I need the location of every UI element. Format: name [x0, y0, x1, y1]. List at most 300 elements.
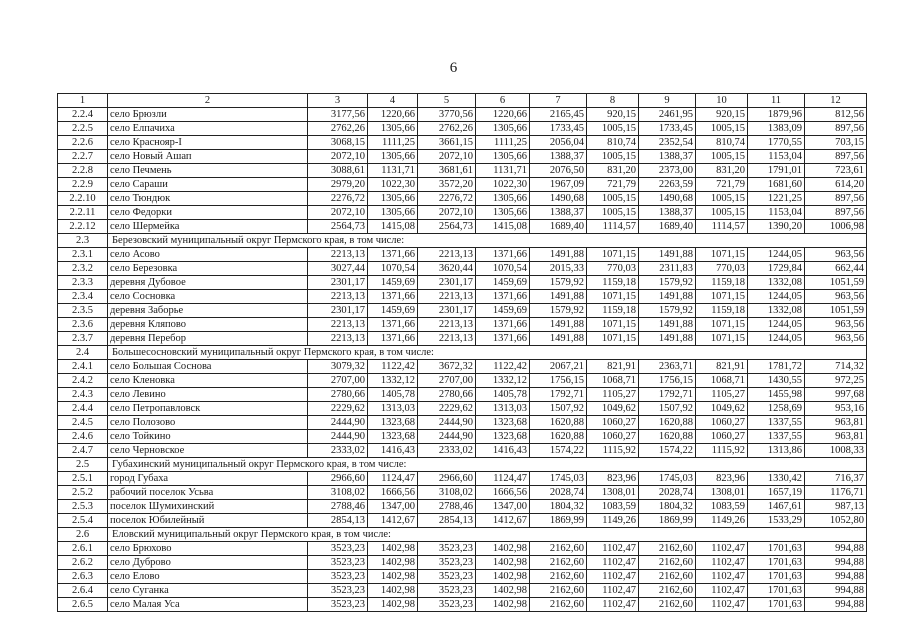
table-row: [58, 416, 867, 430]
value-cell: 2301,17: [418, 304, 476, 318]
value-cell: 963,81: [805, 416, 867, 430]
row-number: 2.4.3: [58, 388, 108, 402]
value-cell: 1733,45: [530, 122, 587, 136]
value-cell: 2564,73: [308, 220, 368, 234]
value-cell: 994,88: [805, 542, 867, 556]
value-cell: 987,13: [805, 500, 867, 514]
table-row: [58, 248, 867, 262]
row-number: 2.5.2: [58, 486, 108, 500]
settlement-name: село Сараши: [108, 178, 308, 192]
value-cell: 3523,23: [418, 570, 476, 584]
value-cell: 3079,32: [308, 360, 368, 374]
value-cell: 1332,12: [368, 374, 418, 388]
value-cell: 1153,04: [748, 150, 805, 164]
column-header: 6: [476, 94, 530, 108]
value-cell: 2162,60: [530, 556, 587, 570]
value-cell: 1402,98: [476, 542, 530, 556]
settlement-name: село Елпачиха: [108, 122, 308, 136]
table-row: [58, 360, 867, 374]
row-number: 2.2.9: [58, 178, 108, 192]
value-cell: 1620,88: [530, 430, 587, 444]
value-cell: 1689,40: [639, 220, 696, 234]
value-cell: 1579,92: [639, 304, 696, 318]
settlement-name: село Шермейка: [108, 220, 308, 234]
value-cell: 1412,67: [368, 514, 418, 528]
value-cell: 1371,66: [368, 248, 418, 262]
value-cell: 2162,60: [530, 542, 587, 556]
value-cell: 1071,15: [696, 248, 748, 262]
value-cell: 2780,66: [308, 388, 368, 402]
value-cell: 1115,92: [587, 444, 639, 458]
value-cell: 1114,57: [696, 220, 748, 234]
value-cell: 2373,00: [639, 164, 696, 178]
value-cell: 1791,01: [748, 164, 805, 178]
value-cell: 1068,71: [587, 374, 639, 388]
column-header: 12: [805, 94, 867, 108]
value-cell: 1869,99: [639, 514, 696, 528]
value-cell: 953,16: [805, 402, 867, 416]
value-cell: 3523,23: [308, 570, 368, 584]
value-cell: 2979,20: [308, 178, 368, 192]
value-cell: 1689,40: [530, 220, 587, 234]
value-cell: 1083,59: [696, 500, 748, 514]
value-cell: 821,91: [696, 360, 748, 374]
value-cell: 1781,72: [748, 360, 805, 374]
value-cell: 2311,83: [639, 262, 696, 276]
value-cell: 1323,68: [368, 430, 418, 444]
table-row: [58, 542, 867, 556]
value-cell: 1371,66: [368, 290, 418, 304]
value-cell: 1459,69: [368, 304, 418, 318]
value-cell: 1305,66: [368, 192, 418, 206]
value-cell: 920,15: [696, 108, 748, 122]
settlement-name: село Петропавловск: [108, 402, 308, 416]
value-cell: 2444,90: [418, 416, 476, 430]
value-cell: 2028,74: [639, 486, 696, 500]
value-cell: 2352,54: [639, 136, 696, 150]
value-cell: 1620,88: [639, 416, 696, 430]
value-cell: 1415,08: [476, 220, 530, 234]
value-cell: 1083,59: [587, 500, 639, 514]
section-number: 2.4: [58, 346, 108, 360]
value-cell: 1149,26: [587, 514, 639, 528]
row-number: 2.2.8: [58, 164, 108, 178]
value-cell: 1402,98: [476, 556, 530, 570]
value-cell: 1416,43: [368, 444, 418, 458]
value-cell: 1176,71: [805, 486, 867, 500]
value-cell: 1005,15: [696, 122, 748, 136]
value-cell: 1330,42: [748, 472, 805, 486]
table-body: [58, 94, 867, 612]
settlement-name: село Кленовка: [108, 374, 308, 388]
row-number: 2.4.2: [58, 374, 108, 388]
value-cell: 1402,98: [368, 570, 418, 584]
column-header: 10: [696, 94, 748, 108]
value-cell: 1430,55: [748, 374, 805, 388]
row-number: 2.5.1: [58, 472, 108, 486]
row-number: 2.6.4: [58, 584, 108, 598]
value-cell: 2015,33: [530, 262, 587, 276]
value-cell: 1745,03: [639, 472, 696, 486]
value-cell: 1305,66: [368, 206, 418, 220]
value-cell: 963,56: [805, 332, 867, 346]
value-cell: 1159,18: [696, 276, 748, 290]
settlement-name: поселок Шумихинский: [108, 500, 308, 514]
value-cell: 1402,98: [476, 584, 530, 598]
row-number: 2.4.1: [58, 360, 108, 374]
settlement-name: село Брюхово: [108, 542, 308, 556]
settlement-name: село Елово: [108, 570, 308, 584]
value-cell: 1491,88: [530, 318, 587, 332]
value-cell: 1347,00: [476, 500, 530, 514]
value-cell: 2162,60: [639, 542, 696, 556]
value-cell: 1666,56: [476, 486, 530, 500]
value-cell: 1305,66: [368, 150, 418, 164]
settlement-name: село Левино: [108, 388, 308, 402]
value-cell: 1114,57: [587, 220, 639, 234]
value-cell: 2072,10: [418, 150, 476, 164]
value-cell: 1455,98: [748, 388, 805, 402]
row-number: 2.2.7: [58, 150, 108, 164]
column-header: 3: [308, 94, 368, 108]
value-cell: 2301,17: [308, 276, 368, 290]
value-cell: 2162,60: [530, 598, 587, 612]
value-cell: 1159,18: [696, 304, 748, 318]
value-cell: 1008,33: [805, 444, 867, 458]
value-cell: 1371,66: [368, 332, 418, 346]
value-cell: 1052,80: [805, 514, 867, 528]
value-cell: 2780,66: [418, 388, 476, 402]
value-cell: 1308,01: [696, 486, 748, 500]
value-cell: 3661,15: [418, 136, 476, 150]
value-cell: 1305,66: [476, 150, 530, 164]
table-row: [58, 206, 867, 220]
value-cell: 3523,23: [418, 598, 476, 612]
table-row: [58, 402, 867, 416]
table-row: [58, 472, 867, 486]
section-number: 2.6: [58, 528, 108, 542]
value-cell: 1051,59: [805, 276, 867, 290]
section-number: 2.5: [58, 458, 108, 472]
value-cell: 1111,25: [368, 136, 418, 150]
table-row: [58, 122, 867, 136]
settlement-name: село Большая Соснова: [108, 360, 308, 374]
value-cell: 1620,88: [639, 430, 696, 444]
value-cell: 1347,00: [368, 500, 418, 514]
value-cell: 1402,98: [476, 598, 530, 612]
value-cell: 2444,90: [308, 430, 368, 444]
value-cell: 1102,47: [696, 556, 748, 570]
value-cell: 1388,37: [530, 206, 587, 220]
value-cell: 1131,71: [476, 164, 530, 178]
column-header: 9: [639, 94, 696, 108]
settlement-name: рабочий поселок Усьва: [108, 486, 308, 500]
value-cell: 3620,44: [418, 262, 476, 276]
column-header: 7: [530, 94, 587, 108]
settlement-name: поселок Юбилейный: [108, 514, 308, 528]
row-number: 2.6.3: [58, 570, 108, 584]
value-cell: 2333,02: [308, 444, 368, 458]
value-cell: 1071,15: [587, 332, 639, 346]
value-cell: 1005,15: [587, 122, 639, 136]
value-cell: 1005,15: [696, 150, 748, 164]
value-cell: 1490,68: [530, 192, 587, 206]
row-number: 2.2.6: [58, 136, 108, 150]
value-cell: 1869,99: [530, 514, 587, 528]
value-cell: 3027,44: [308, 262, 368, 276]
value-cell: 2229,62: [418, 402, 476, 416]
value-cell: 1701,63: [748, 584, 805, 598]
value-cell: 1071,15: [696, 318, 748, 332]
value-cell: 1390,20: [748, 220, 805, 234]
section-row: [58, 458, 867, 472]
value-cell: 1131,71: [368, 164, 418, 178]
value-cell: 1459,69: [368, 276, 418, 290]
section-row: [58, 346, 867, 360]
value-cell: 1102,47: [696, 584, 748, 598]
value-cell: 1574,22: [639, 444, 696, 458]
settlement-name: село Березовка: [108, 262, 308, 276]
value-cell: 3572,20: [418, 178, 476, 192]
value-cell: 1049,62: [696, 402, 748, 416]
value-cell: 1005,15: [696, 192, 748, 206]
value-cell: 2363,71: [639, 360, 696, 374]
table-row: [58, 318, 867, 332]
value-cell: 2263,59: [639, 178, 696, 192]
value-cell: 3523,23: [308, 556, 368, 570]
value-cell: 614,20: [805, 178, 867, 192]
value-cell: 1070,54: [368, 262, 418, 276]
section-title: Губахинский муниципальный округ Пермского края, в том числе:: [108, 458, 867, 472]
column-header: 2: [108, 94, 308, 108]
value-cell: 1383,09: [748, 122, 805, 136]
value-cell: 2966,60: [308, 472, 368, 486]
value-cell: 997,68: [805, 388, 867, 402]
value-cell: 994,88: [805, 584, 867, 598]
settlement-name: город Губаха: [108, 472, 308, 486]
value-cell: 1491,88: [639, 332, 696, 346]
value-cell: 2854,13: [308, 514, 368, 528]
page-number: 6: [449, 60, 458, 76]
value-cell: 1102,47: [587, 570, 639, 584]
table-row: [58, 444, 867, 458]
value-cell: 1221,25: [748, 192, 805, 206]
row-number: 2.4.4: [58, 402, 108, 416]
value-cell: 812,56: [805, 108, 867, 122]
row-number: 2.3.3: [58, 276, 108, 290]
value-cell: 1071,15: [696, 332, 748, 346]
value-cell: 2213,13: [308, 290, 368, 304]
settlement-name: село Краснояр-I: [108, 136, 308, 150]
table-row: [58, 164, 867, 178]
value-cell: 963,81: [805, 430, 867, 444]
row-number: 2.4.6: [58, 430, 108, 444]
value-cell: 2762,26: [418, 122, 476, 136]
value-cell: 1102,47: [587, 556, 639, 570]
value-cell: 3068,15: [308, 136, 368, 150]
value-cell: 1967,09: [530, 178, 587, 192]
table-row: [58, 150, 867, 164]
section-title: Большесосновский муниципальный округ Пермского края, в том числе:: [108, 346, 867, 360]
row-number: 2.6.1: [58, 542, 108, 556]
value-cell: 2213,13: [418, 290, 476, 304]
value-cell: 1244,05: [748, 318, 805, 332]
value-cell: 2229,62: [308, 402, 368, 416]
value-cell: 2707,00: [308, 374, 368, 388]
value-cell: 662,44: [805, 262, 867, 276]
value-cell: 1804,32: [639, 500, 696, 514]
row-number: 2.2.5: [58, 122, 108, 136]
value-cell: 2966,60: [418, 472, 476, 486]
value-cell: 1533,29: [748, 514, 805, 528]
value-cell: 1305,66: [476, 206, 530, 220]
value-cell: 1459,69: [476, 276, 530, 290]
value-cell: 1701,63: [748, 598, 805, 612]
value-cell: 1574,22: [530, 444, 587, 458]
value-cell: 3770,56: [418, 108, 476, 122]
value-cell: 1756,15: [639, 374, 696, 388]
value-cell: 821,91: [587, 360, 639, 374]
value-cell: 1402,98: [368, 598, 418, 612]
value-cell: 1159,18: [587, 276, 639, 290]
value-cell: 1371,66: [476, 332, 530, 346]
value-cell: 1323,68: [476, 416, 530, 430]
value-cell: 1006,98: [805, 220, 867, 234]
row-number: 2.2.11: [58, 206, 108, 220]
value-cell: 1071,15: [587, 290, 639, 304]
row-number: 2.3.2: [58, 262, 108, 276]
settlement-name: село Сосновка: [108, 290, 308, 304]
value-cell: 1332,12: [476, 374, 530, 388]
value-cell: 3177,56: [308, 108, 368, 122]
value-cell: 1049,62: [587, 402, 639, 416]
value-cell: 1579,92: [530, 276, 587, 290]
value-cell: 1102,47: [696, 570, 748, 584]
value-cell: 1060,27: [696, 430, 748, 444]
value-cell: 1337,55: [748, 430, 805, 444]
value-cell: 2461,95: [639, 108, 696, 122]
row-number: 2.4.7: [58, 444, 108, 458]
value-cell: 1071,15: [587, 318, 639, 332]
value-cell: 1159,18: [587, 304, 639, 318]
column-header: 1: [58, 94, 108, 108]
row-number: 2.2.10: [58, 192, 108, 206]
value-cell: 963,56: [805, 248, 867, 262]
value-cell: 1371,66: [476, 318, 530, 332]
settlement-name: село Федорки: [108, 206, 308, 220]
value-cell: 1124,47: [476, 472, 530, 486]
value-cell: 3088,61: [308, 164, 368, 178]
value-cell: 1491,88: [530, 248, 587, 262]
value-cell: 831,20: [587, 164, 639, 178]
row-number: 2.2.12: [58, 220, 108, 234]
value-cell: 2301,17: [418, 276, 476, 290]
value-cell: 2333,02: [418, 444, 476, 458]
value-cell: 1405,78: [368, 388, 418, 402]
value-cell: 1681,60: [748, 178, 805, 192]
value-cell: 1745,03: [530, 472, 587, 486]
value-cell: 1332,08: [748, 304, 805, 318]
table-row: [58, 570, 867, 584]
value-cell: 2213,13: [308, 248, 368, 262]
value-cell: 1412,67: [476, 514, 530, 528]
table-row: [58, 178, 867, 192]
row-number: 2.6.5: [58, 598, 108, 612]
value-cell: 3108,02: [308, 486, 368, 500]
value-cell: 1657,19: [748, 486, 805, 500]
value-cell: 1804,32: [530, 500, 587, 514]
row-number: 2.6.2: [58, 556, 108, 570]
section-row: [58, 234, 867, 248]
value-cell: 1507,92: [639, 402, 696, 416]
value-cell: 1220,66: [476, 108, 530, 122]
value-cell: 1491,88: [639, 318, 696, 332]
value-cell: 1105,27: [696, 388, 748, 402]
value-cell: 2213,13: [308, 318, 368, 332]
table-row: [58, 276, 867, 290]
value-cell: 2162,60: [639, 570, 696, 584]
value-cell: 810,74: [696, 136, 748, 150]
table-row: [58, 430, 867, 444]
value-cell: 714,32: [805, 360, 867, 374]
value-cell: 897,56: [805, 192, 867, 206]
value-cell: 1122,42: [476, 360, 530, 374]
header-row: [58, 94, 867, 108]
value-cell: 994,88: [805, 556, 867, 570]
value-cell: 1491,88: [530, 332, 587, 346]
value-cell: 1323,68: [368, 416, 418, 430]
value-cell: 1070,54: [476, 262, 530, 276]
value-cell: 2067,21: [530, 360, 587, 374]
value-cell: 2213,13: [308, 332, 368, 346]
row-number: 2.3.1: [58, 248, 108, 262]
value-cell: 3523,23: [308, 598, 368, 612]
table-row: [58, 388, 867, 402]
value-cell: 3523,23: [308, 584, 368, 598]
value-cell: 1579,92: [530, 304, 587, 318]
value-cell: 1792,71: [639, 388, 696, 402]
value-cell: 1371,66: [476, 290, 530, 304]
value-cell: 2444,90: [308, 416, 368, 430]
value-cell: 1071,15: [587, 248, 639, 262]
value-cell: 1122,42: [368, 360, 418, 374]
value-cell: 1402,98: [368, 584, 418, 598]
table-row: [58, 136, 867, 150]
value-cell: 1102,47: [587, 584, 639, 598]
value-cell: 1102,47: [587, 598, 639, 612]
value-cell: 994,88: [805, 598, 867, 612]
value-cell: 2076,50: [530, 164, 587, 178]
row-number: 2.3.7: [58, 332, 108, 346]
value-cell: 1402,98: [476, 570, 530, 584]
settlement-name: село Брюзли: [108, 108, 308, 122]
value-cell: 1388,37: [639, 206, 696, 220]
value-cell: 1729,84: [748, 262, 805, 276]
value-cell: 897,56: [805, 122, 867, 136]
row-number: 2.3.4: [58, 290, 108, 304]
value-cell: 721,79: [587, 178, 639, 192]
value-cell: 1332,08: [748, 276, 805, 290]
value-cell: 1337,55: [748, 416, 805, 430]
value-cell: 1666,56: [368, 486, 418, 500]
value-cell: 1102,47: [696, 598, 748, 612]
value-cell: 2162,60: [639, 584, 696, 598]
row-number: 2.5.3: [58, 500, 108, 514]
column-header: 4: [368, 94, 418, 108]
settlement-name: деревня Дубовое: [108, 276, 308, 290]
value-cell: 1733,45: [639, 122, 696, 136]
value-cell: 3672,32: [418, 360, 476, 374]
